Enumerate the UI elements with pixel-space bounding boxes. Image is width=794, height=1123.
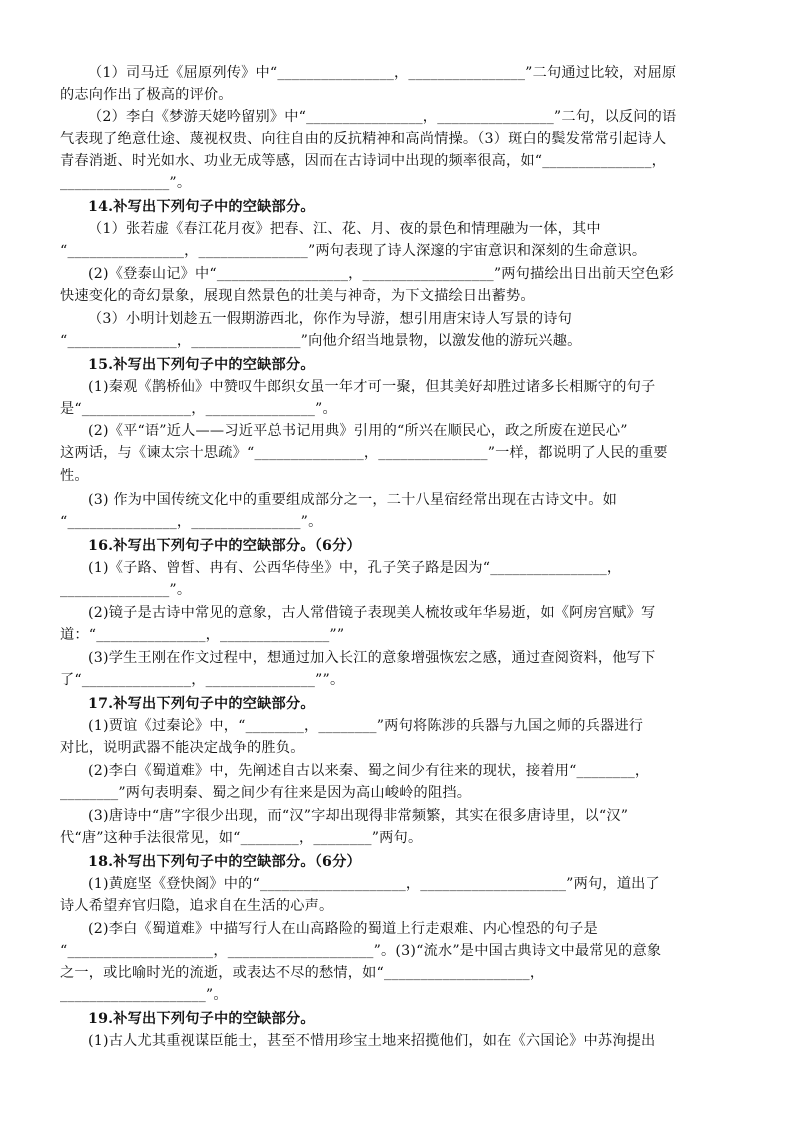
text-line: “____________________，____________________”。(3)“流水”是中国古典诗文中最常见的意象 — [60, 943, 662, 959]
text-line: （1）张若虚《春江花月夜》把春、江、花、月、夜的景色和情理融为一体，其中 — [88, 221, 601, 237]
text-line: (1)古人尤其重视谋臣能士，甚至不惜用珍宝土地来招揽他们，如在《六国论》中苏洵提出 — [88, 1033, 656, 1049]
section-heading: 15.补写出下列句子中的空缺部分。 — [88, 357, 315, 373]
text-line: 之一，或比喻时光的流逝，或表达不尽的愁情，如“____________________， — [60, 965, 545, 981]
text-line: 气表现了绝意仕途、蔑视权贵、向往自由的反抗精神和高尚情操。（3）斑白的鬓发常常引起诗人 — [60, 131, 667, 147]
section-heading: 14.补写出下列句子中的空缺部分。 — [88, 199, 315, 215]
text-line: ________”两句表明秦、蜀之间少有往来是因为高山峻岭的阻挡。 — [60, 785, 472, 801]
text-line: （2）李白《梦游天姥吟留别》中“________________，________________”二句，以反问的语 — [88, 109, 677, 125]
section-heading: 18.补写出下列句子中的空缺部分。（6分） — [88, 854, 361, 870]
text-line: 诗人希望弃官归隐，追求自在生活的心声。 — [60, 898, 334, 914]
section-heading: 19.补写出下列句子中的空缺部分。 — [88, 1011, 315, 1027]
text-line: 性。 — [60, 468, 89, 484]
text-line: ____________________”。 — [60, 987, 228, 1003]
text-line: _______________”。 — [60, 175, 192, 191]
section-heading: 17.补写出下列句子中的空缺部分。 — [88, 696, 315, 712]
text-line: (1)秦观《鹊桥仙》中赞叹牛郎织女虽一年才可一聚，但其美好却胜过诸多长相厮守的句子 — [88, 379, 656, 395]
text-line: (3)学生王刚在作文过程中，想通过加入长江的意象增强恢宏之感，通过查阅资料，他写下 — [88, 650, 656, 666]
text-line: （3）小明计划趁五一假期游西北，你作为导游，想引用唐宋诗人写景的诗句 — [88, 311, 573, 327]
text-line: (1)《子路、曾皙、冉有、公西华侍坐》中，孔子笑子路是因为“________________， — [88, 560, 622, 576]
text-line: 的志向作出了极高的评价。 — [60, 87, 233, 103]
text-line: (3)唐诗中“唐”字很少出现，而“汉”字却出现得非常频繁，其实在很多唐诗里，以“汉” — [88, 808, 629, 824]
text-line: 代“唐”这种手法很常见，如“________，________”两句。 — [60, 830, 423, 846]
text-line: （1）司马迁《屈原列传》中“________________，________________”二句通过比较，对屈原 — [88, 65, 677, 81]
text-line: (3) 作为中国传统文化中的重要组成部分之一，二十八星宿经常出现在古诗文中。如 — [88, 492, 617, 508]
text-line: 了“_______________，_______________””。 — [60, 672, 345, 688]
text-line: 是“_______________，_______________”。 — [60, 401, 337, 417]
text-line: (2)李白《蜀道难》中描写行人在山高路险的蜀道上行走艰难、内心惶恐的句子是 — [88, 921, 598, 937]
text-line: “_______________，_______________”向他介绍当地景物，以激发他的游玩兴趣。 — [60, 333, 582, 349]
section-heading: 16.补写出下列句子中的空缺部分。（6分） — [88, 538, 361, 554]
text-line: 道：“_______________，_______________”” — [60, 627, 345, 643]
text-line: (2)镜子是古诗中常见的意象，古人常借镜子表现美人梳妆或年华易逝，如《阿房宫赋》写 — [88, 605, 656, 621]
text-line: 对比，说明武器不能决定战争的胜负。 — [60, 740, 305, 756]
text-line: (1)贾谊《过秦论》中，“________，________”两句将陈涉的兵器与九国之师的兵器进行 — [88, 718, 644, 734]
text-line: (1)黄庭坚《登快阁》中的“____________________，____________________”两句，道出了 — [88, 876, 660, 892]
text-line: 这两话，与《谏太宗十思疏》“_______________，_______________”一样，都说明了人民的重要 — [60, 445, 668, 461]
text-line: (2)《登泰山记》中“__________________，__________________”两句描绘出日出前天空色彩 — [88, 266, 674, 282]
text-line: 快速变化的奇幻景象，展现自然景色的壮美与神奇，为下文描绘日出蓄势。 — [60, 288, 535, 304]
text-line: (2)李白《蜀道难》中，先阐述自古以来秦、蜀之间少有往来的现状，接着用“________， — [88, 763, 650, 779]
text-line: (2)《平“语”近人——习近平总书记用典》引用的“所兴在顺民心，政之所废在逆民心” — [88, 423, 628, 439]
text-line: “________________，_______________”两句表现了诗人深邃的宇宙意识和深刻的生命意识。 — [60, 243, 647, 259]
text-line: _______________”。 — [60, 582, 192, 598]
text-line: 青春消逝、时光如水、功业无成等感，因而在古诗词中出现的频率很高，如“_______________， — [60, 153, 667, 169]
text-line: “_______________，_______________”。 — [60, 514, 323, 530]
